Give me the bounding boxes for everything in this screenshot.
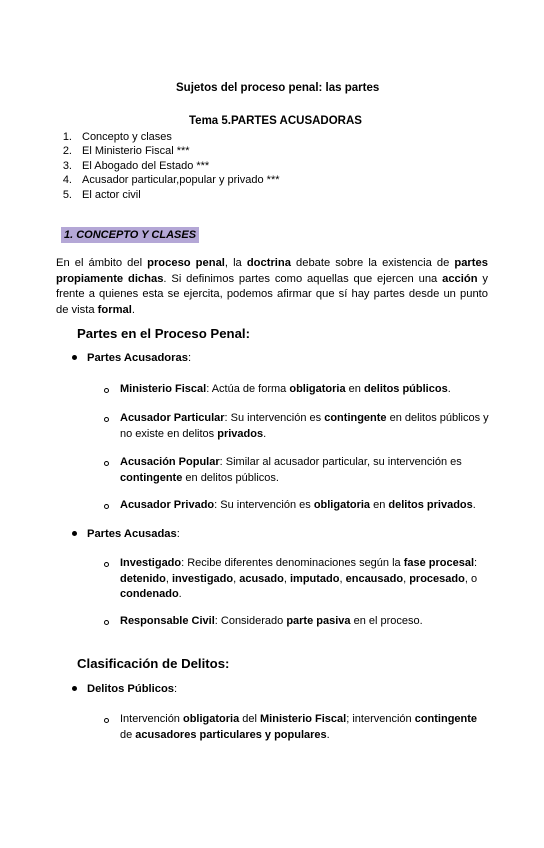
toc-item: 5. El actor civil	[62, 189, 141, 201]
heading-partes: Partes en el Proceso Penal:	[77, 326, 250, 341]
document-title: Sujetos del proceso penal: las partes	[176, 82, 380, 94]
circle-bullet-icon	[104, 388, 109, 393]
bullet-icon	[72, 686, 77, 691]
sub-item-acusador-particular: Acusador Particular: Su intervención es contingente en delitos públicos y no existe en delitos privados.	[104, 411, 492, 442]
toc-item: 2. El Ministerio Fiscal ***	[62, 145, 190, 157]
bullet-partes-acusadoras: Partes Acusadoras:	[72, 352, 191, 364]
bullet-icon	[72, 355, 77, 360]
circle-bullet-icon	[104, 417, 109, 422]
sub-item-delitos-publicos: Intervención obligatoria del Ministerio Fiscal; intervención contingente de acusadores particulares y populares.	[104, 712, 492, 743]
bullet-icon	[72, 531, 77, 536]
sub-item-responsable-civil: Responsable Civil: Considerado parte pasiva en el proceso.	[104, 614, 492, 630]
toc-item: 3. El Abogado del Estado ***	[62, 160, 210, 172]
heading-delitos: Clasificación de Delitos:	[77, 656, 230, 671]
circle-bullet-icon	[104, 718, 109, 723]
document-subtitle: Tema 5.PARTES ACUSADORAS	[189, 115, 362, 127]
sub-item-investigado: Investigado: Recibe diferentes denominaciones según la fase procesal: detenido, investigado, acusado, imputado, encausado, procesado, o condenado.	[104, 556, 492, 603]
toc-item: 4. Acusador particular,popular y privado ***	[62, 174, 280, 186]
sub-item-acusacion-popular: Acusación Popular: Similar al acusador particular, su intervención es contingente en delitos públicos.	[104, 455, 492, 486]
bullet-partes-acusadas: Partes Acusadas:	[72, 528, 180, 540]
circle-bullet-icon	[104, 461, 109, 466]
circle-bullet-icon	[104, 620, 109, 625]
intro-paragraph: En el ámbito del proceso penal, la doctrina debate sobre la existencia de partes propiamente dichas. Si definimos partes como aquellas que ejercen una acción y frente a quienes esta se ejercita, podemos afirmar que sí hay partes desde un punto de vista formal.	[56, 257, 489, 316]
circle-bullet-icon	[104, 504, 109, 509]
sub-item-ministerio-fiscal: Ministerio Fiscal: Actúa de forma obligatoria en delitos públicos.	[104, 382, 492, 398]
sub-item-acusador-privado: Acusador Privado: Su intervención es obligatoria en delitos privados.	[104, 498, 492, 514]
section-heading-concepto: 1. CONCEPTO Y CLASES	[61, 229, 199, 241]
toc-item: 1. Concepto y clases	[62, 131, 172, 143]
bullet-delitos-publicos: Delitos Públicos:	[72, 683, 177, 695]
circle-bullet-icon	[104, 562, 109, 567]
